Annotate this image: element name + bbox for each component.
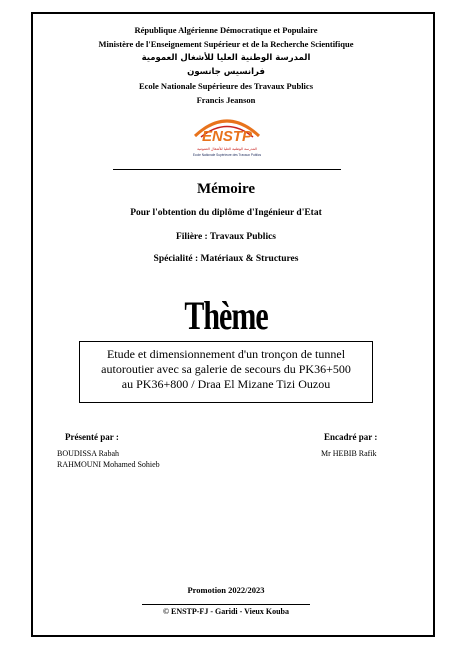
specialite-line: Spécialité : Matériaux & Structures xyxy=(153,254,299,264)
supervisor-name: Mr HEBIB Rafik xyxy=(321,449,377,458)
memoire-title: Mémoire xyxy=(196,181,256,197)
filiere-line: Filière : Travaux Publics xyxy=(175,232,276,242)
divider-line xyxy=(113,169,341,170)
school-subname-arabic: فرانسيس جانسون xyxy=(187,67,265,77)
diploma-purpose: Pour l'obtention du diplôme d'Ingénieur d'Etat xyxy=(130,208,322,218)
republic-line: République Algérienne Démocratique et Populaire xyxy=(134,25,318,35)
theme-line: au PK36+800 / Draa El Mizane Tizi Ouzou xyxy=(121,377,331,391)
authors-label: Présenté par : xyxy=(65,432,119,442)
author-name: RAHMOUNI Mohamed Sohieb xyxy=(57,460,160,469)
supervisor-label: Encadré par : xyxy=(324,432,378,442)
ministry-line: Ministère de l'Enseignement Supérieur et de la Recherche Scientifique xyxy=(98,39,354,49)
logo-french: Ecole Nationale Supérieure des Travaux Publics xyxy=(192,153,262,157)
theme-line: Etude et dimensionnement d'un tronçon de tunnel xyxy=(106,347,346,361)
copyright-line: © ENSTP-FJ - Garidi - Vieux Kouba xyxy=(163,607,289,616)
author-name: BOUDISSA Rabah xyxy=(57,449,120,458)
footer-rule xyxy=(142,604,310,605)
theme-line: autoroutier avec sa galerie de secours du PK36+500 xyxy=(101,362,351,376)
logo-arabic: المدرسة الوطنية العليا للأشغال العمومية xyxy=(197,147,257,151)
theme-box xyxy=(79,341,373,403)
school-subname-french: Francis Jeanson xyxy=(196,95,256,105)
school-name-french: Ecole Nationale Supérieure des Travaux Publics xyxy=(138,81,314,91)
promotion-line: Promotion 2022/2023 xyxy=(187,585,265,595)
enstp-logo xyxy=(187,110,267,162)
logo-text: ENSTP xyxy=(201,128,253,145)
theme-label: Thème xyxy=(184,294,268,339)
school-name-arabic: المدرسة الوطنية العليا للأشغال العمومية xyxy=(141,53,311,63)
